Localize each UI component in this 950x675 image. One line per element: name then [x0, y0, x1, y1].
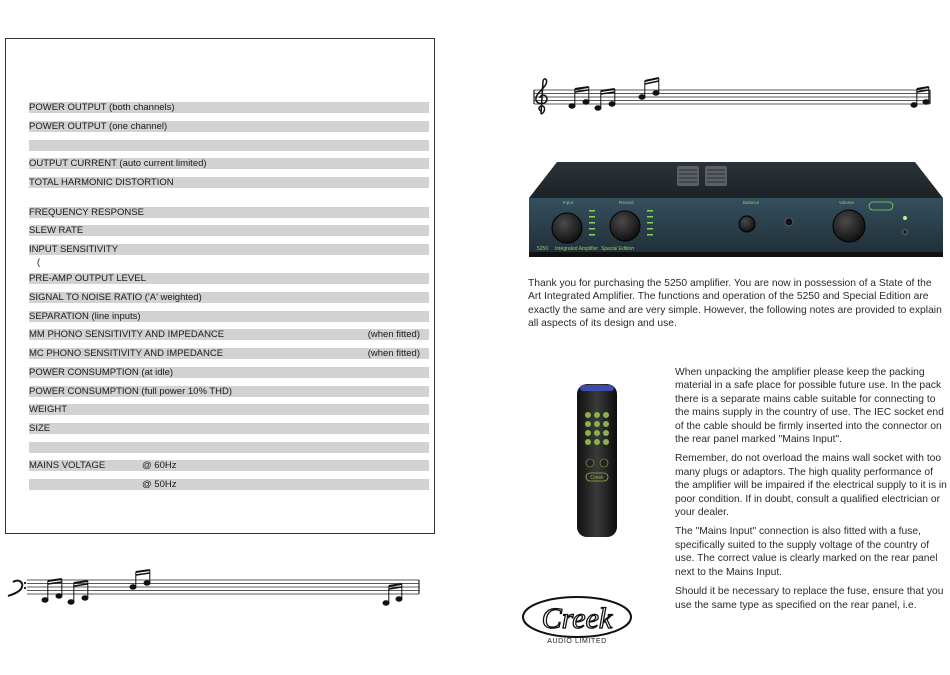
- spec-row: [29, 102, 429, 113]
- spec-label: SIGNAL TO NOISE RATIO ('A' weighted): [29, 292, 202, 303]
- spec-row: [29, 273, 429, 284]
- bass-clef-icon: [8, 581, 22, 596]
- intro-text: Thank you for purchasing the 5250 amplifier. You are now in possession of a State of the Art Integrated Amplifier. The functions and operation of the 5250 and Special Edition are exactly the same and are very simple. However, the following notes are provided to explain all aspects of its design and use.: [528, 278, 942, 330]
- volume-label: Volume: [839, 200, 855, 205]
- spec-label: FREQUENCY RESPONSE: [29, 207, 144, 218]
- spec-label: OUTPUT CURRENT (auto current limited): [29, 158, 207, 169]
- spec-label: TOTAL HARMONIC DISTORTION: [29, 177, 174, 188]
- volume-knob: [833, 210, 865, 242]
- spec-label: SLEW RATE: [29, 225, 84, 236]
- paragraph-fuse: The "Mains Input" connection is also fitted with a fuse, specifically suited to the supply voltage of the country of use. The correct value is clearly marked on the rear panel next to the Mains Input.: [675, 526, 938, 578]
- record-knob: [610, 211, 640, 241]
- spec-row: [29, 386, 429, 397]
- spec-label: SIZE: [29, 423, 51, 434]
- specifications-box: [5, 38, 435, 534]
- paragraph-unpacking: When unpacking the amplifier please keep the packing material in a safe place for possible future use. In the pack there is a separate mains cable suitable for connecting to the mains supply in the country of use. The IEC socket end of the cable should be firmly inserted into the connector on the rear panel marked "Mains Input".: [675, 367, 944, 446]
- spec-row: [29, 207, 429, 218]
- spec-row: [29, 244, 429, 255]
- input-label: Input: [563, 200, 574, 205]
- paragraph-replace-fuse: Should it be necessary to replace the fuse, ensure that you use the same type as specified on the rear panel, i.e.: [675, 586, 944, 611]
- spec-row: [29, 479, 429, 490]
- spec-row: [29, 140, 429, 151]
- record-label: Record: [619, 200, 634, 205]
- spec-row: [29, 442, 429, 453]
- bass-staff-illustration: [5, 565, 423, 610]
- spec-frequency: @ 50Hz: [142, 479, 177, 490]
- intro-paragraph: [528, 277, 946, 331]
- spec-label: INPUT SENSITIVITY: [29, 244, 119, 255]
- edition-text: Special Edition: [601, 246, 635, 252]
- amplifier-photo: [527, 160, 945, 258]
- spec-label: POWER CONSUMPTION (at idle): [29, 367, 174, 378]
- treble-staff-illustration: [530, 75, 948, 120]
- balance-knob: [739, 216, 755, 232]
- spec-row: [29, 367, 429, 378]
- model-text: 5250: [537, 246, 549, 252]
- spec-row: [29, 404, 429, 415]
- spec-label: WEIGHT: [29, 404, 67, 415]
- spec-label: MM PHONO SENSITIVITY AND IMPEDANCE: [29, 329, 225, 340]
- input-knob: [552, 213, 582, 243]
- spec-frequency: @ 60Hz: [142, 460, 177, 471]
- spec-label: PRE-AMP OUTPUT LEVEL: [29, 273, 146, 284]
- spec-row: [29, 329, 429, 340]
- spec-row: [29, 348, 429, 359]
- spec-row: [29, 292, 429, 303]
- spec-label: SEPARATION (line inputs): [29, 311, 141, 322]
- treble-clef-icon: [536, 79, 547, 114]
- paragraph-overload: Remember, do not overload the mains wall socket with too many plugs or adaptors. The high quality performance of the amplifier will be impaired if the electrical supply to it is in poor condition. If in doubt, consult a qualified electrician or your dealer.: [675, 453, 947, 519]
- remote-control-photo: [576, 383, 618, 538]
- spec-note: (when fitted): [367, 329, 420, 340]
- spec-note: (when fitted): [367, 348, 420, 359]
- spec-row: [29, 225, 429, 236]
- creek-logo-subtitle: AUDIO LIMITED: [547, 638, 607, 645]
- spec-row: [29, 311, 429, 322]
- creek-logo-text: Creek: [541, 602, 613, 635]
- spec-row: [29, 177, 429, 188]
- spec-label: POWER CONSUMPTION (full power 10% THD): [29, 386, 233, 397]
- spec-row: [29, 423, 429, 434]
- spec-row: [29, 460, 429, 471]
- spec-label: MC PHONO SENSITIVITY AND IMPEDANCE: [29, 348, 224, 359]
- spec-label: MAINS VOLTAGE: [29, 460, 106, 471]
- spec-row: [29, 158, 429, 169]
- balance-label: Balance: [743, 200, 760, 205]
- spec-row: [29, 121, 429, 132]
- body-text: [675, 366, 947, 618]
- spec-label: POWER OUTPUT (one channel): [29, 121, 168, 132]
- remote-logo-text: Creek: [590, 475, 604, 481]
- headphone-socket: [785, 218, 793, 226]
- caption-text: Integrated Amplifier: [555, 246, 599, 252]
- spec-label: POWER OUTPUT (both channels): [29, 102, 175, 113]
- spec-paren: (: [37, 257, 41, 268]
